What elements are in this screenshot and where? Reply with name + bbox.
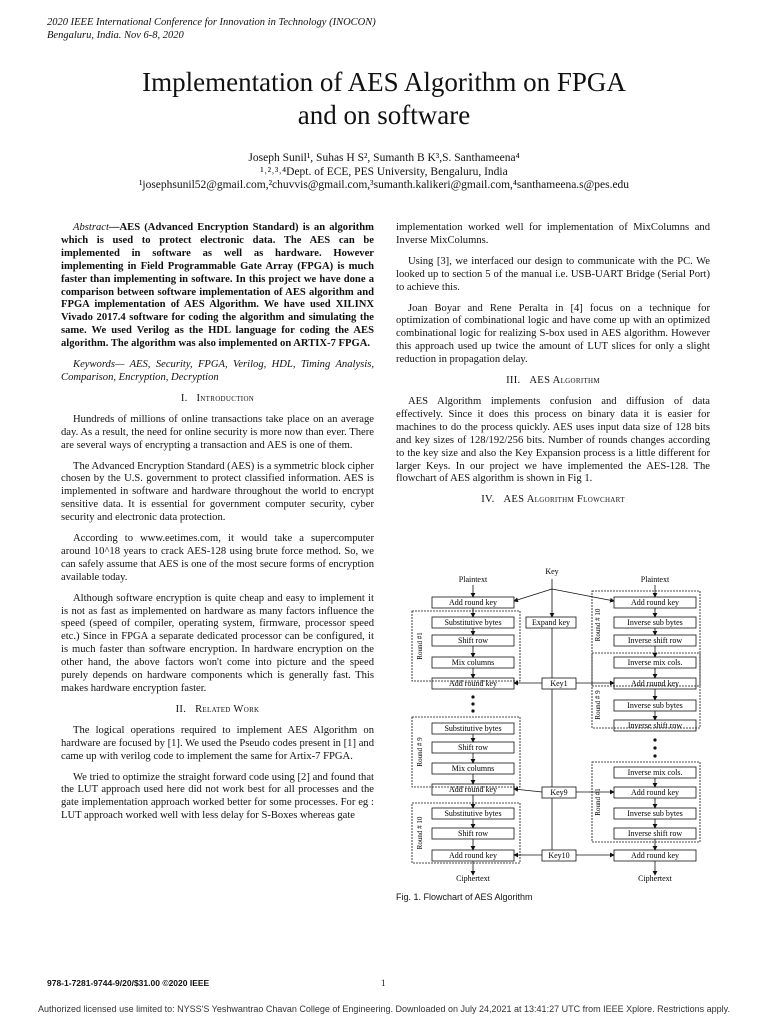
paper-title [0, 66, 768, 132]
plaintext-label-left: Plaintext [458, 575, 488, 584]
key-label: Key [545, 567, 559, 576]
related-paragraph-5: Joan Boyar and Rene Peralta in [4] focus on a technique for optimization of combinational logic and have come up with an optimized combinational logic for realizing S-box used in AES algorithm. However this approach used up twice the amount of LUT slices for only a slight reduction in propagation delay. [396, 302, 710, 366]
box-label: Expand key [532, 618, 570, 627]
box-label: Inverse shift row [627, 636, 683, 645]
title-line-1: Implementation of AES Algorithm on FPGA [142, 67, 626, 97]
author-affiliation: ¹˒²˒³˒⁴Dept. of ECE, PES University, Bengaluru, India [260, 165, 508, 178]
section-number: IV. [481, 494, 495, 506]
key-box-label: Key10 [548, 851, 570, 860]
box-label: Add round key [449, 598, 497, 607]
abstract-label: Abstract [73, 222, 109, 233]
section-heading-introduction [61, 393, 374, 406]
right-column [396, 222, 710, 515]
intro-paragraph-2: The Advanced Encryption Standard (AES) is a symmetric block cipher chosen by the U.S. government to protect classified information. AES is implemented in software and hardware throughout the world to encrypt sensitive data. It is essential for government computer security, cyber security and electronic data protection. [61, 460, 374, 524]
box-label: Shift row [458, 743, 488, 752]
round-label: Round #1 [416, 632, 424, 660]
author-names: Joseph Sunil¹, Suhas H S², Sumanth B K³,S. Santhameena⁴ [248, 152, 520, 164]
box-label: Substitutive bytes [444, 618, 502, 627]
key-box-label: Key1 [550, 679, 568, 688]
box-label: Inverse sub bytes [627, 701, 683, 710]
aes-paragraph: AES Algorithm implements confusion and diffusion of data effectively. Since it does this process on binary data it is easier for machines to do the process quickly. AES uses input data size of 128 bits and key sizes of 128/192/256 bits. Number of rounds changes according to the key size and also the Key Expansion process is a little different for larger Keys. In our project we have implemented the AES-128. The flowchart of AES algorithm is shown in Fig 1. [396, 395, 710, 485]
conference-header [47, 16, 376, 42]
conference-name: 2020 IEEE International Conference for Innovation in Technology (INOCON) [47, 17, 376, 28]
section-heading-flowchart [396, 494, 710, 507]
round-label: Round # 9 [416, 737, 424, 767]
conference-location: Bengaluru, India. Nov 6-8, 2020 [47, 30, 184, 41]
intro-paragraph-1: Hundreds of millions of online transactions take place on an average day. As a result, the need for online security is more now than ever. There are several ways of encrypting a transaction and AES is one of them. [61, 413, 374, 451]
ciphertext-label-left: Ciphertext [456, 874, 490, 883]
box-label: Add round key [449, 851, 497, 860]
box-label: Shift row [458, 829, 488, 838]
box-label: Inverse sub bytes [627, 809, 683, 818]
box-label: Inverse mix cols. [627, 658, 683, 667]
intro-paragraph-3: According to www.eetimes.com, it would take a supercomputer around 10^18 years to crack AES-128 using brute force method. So, we can safely assume that AES is one of the most secure forms of encryption available today. [61, 533, 374, 583]
left-column [61, 222, 374, 831]
aes-flowchart [402, 565, 702, 883]
keywords: Keywords— AES, Security, FPGA, Verilog, HDL, Timing Analysis, Comparison, Encryption, Decryption [61, 359, 374, 383]
box-label: Add round key [449, 679, 497, 688]
author-emails: ¹josephsunil52@gmail.com,²chuvvis@gmail.com,³sumanth.kalikeri@gmail.com,⁴santhameena.s@pes.edu [138, 179, 630, 191]
ciphertext-label-right: Ciphertext [638, 874, 672, 883]
box-label: Inverse shift row [627, 829, 683, 838]
related-paragraph-1: The logical operations required to implement AES Algorithm on hardware are focused by [1]. We used the Pseudo codes present in [1] and came up with verilog code to implement the same for Artix-7 FPGA. [61, 724, 374, 762]
page-number: 1 [381, 978, 386, 988]
box-label: Mix columns [451, 658, 495, 667]
abstract [61, 222, 374, 351]
box-label: Substitutive bytes [444, 809, 502, 818]
isbn-footer: 978-1-7281-9744-9/20/$31.00 ©2020 IEEE [47, 978, 210, 988]
section-number: III. [506, 375, 521, 387]
box-label: Add round key [631, 851, 679, 860]
section-title: AES Algorithm [529, 375, 600, 387]
box-label: Shift row [458, 636, 488, 645]
intro-paragraph-4: Although software encryption is quite cheap and easy to implement it is not as fast as implemented on hardware as many factors influence the speed (speed of compiler, operating system, firmware, processor speed etc.) Since in FPGA a separate dedicated processor can be configured, it is much faster than software encryption. In hardware encryption on the other hand, the above factors won't come into picture and the speed purely depends on hardware components which is generally fast. This makes hardware encryption faster. [61, 592, 374, 694]
license-notice: Authorized licensed use limited to: NYSS'S Yeshwantrao Chavan College of Engineering. Downloaded on July 24,2021 at 13:41:27 UTC from IEEE Xplore. Restrictions apply. [38, 1004, 730, 1014]
round-label: Round # 9 [594, 690, 602, 720]
title-line-2: and on software [297, 100, 471, 130]
box-label: Add round key [631, 598, 679, 607]
round-label: Round # 10 [416, 816, 424, 850]
box-label: Add round key [631, 788, 679, 797]
related-paragraph-3: implementation worked well for implementation of MixColumns and Inverse MixColumns. [396, 222, 710, 246]
key-box-label: Key9 [550, 788, 568, 797]
section-number: I. [180, 392, 188, 404]
plaintext-label-right: Plaintext [640, 575, 670, 584]
box-label: Add round key [449, 785, 497, 794]
round-label: Round #1 [594, 788, 602, 816]
figure-caption: Fig. 1. Flowchart of AES Algorithm [396, 892, 533, 902]
related-paragraph-2: We tried to optimize the straight forward code using [2] and found that the LUT approach used here did not work best for all processes and the gate implementation approach worked better for some processes. For eg : LUT approach worked well with less delay for S-Boxes whereas gate [61, 771, 374, 822]
abstract-text: AES (Advanced Encryption Standard) is an algorithm which is used to protect electronic data. The AES can be implemented in software as well as hardware. However implementing in Field Programmable Gate Array (FPGA) is much faster than implementing in software. In this project we have done a comparison between software implementation of AES algorithm and FPGA implementation of AES Algorithm. We have used XILINX Vivado 2017.4 software for coding the algorithm and simulating the same. We used Verilog as the HDL language for coding the AES algorithm. The algorithm was also implemented on ARTIX-7 FPGA. [61, 222, 374, 350]
box-label: Substitutive bytes [444, 724, 502, 733]
round-label: Round # 10 [594, 608, 602, 642]
section-number: II. [175, 703, 187, 715]
box-label: Inverse sub bytes [627, 618, 683, 627]
author-block [0, 152, 768, 193]
related-paragraph-4: Using [3], we interfaced our design to communicate with the PC. We looked up to section 5 of the manual i.e. USB-UART Bridge (Serial Port) to achieve this. [396, 255, 710, 293]
abstract-dash: — [108, 222, 120, 233]
box-label: Add round key [631, 679, 679, 688]
section-heading-related-work [61, 704, 374, 717]
section-title: AES Algorithm Flowchart [503, 494, 625, 506]
box-label: Inverse mix cols. [627, 768, 683, 777]
section-title: Related Work [195, 703, 260, 715]
box-label: Inverse shift row [627, 721, 683, 730]
section-title: Introduction [196, 392, 255, 404]
section-heading-aes [396, 375, 710, 388]
box-label: Mix columns [451, 764, 495, 773]
